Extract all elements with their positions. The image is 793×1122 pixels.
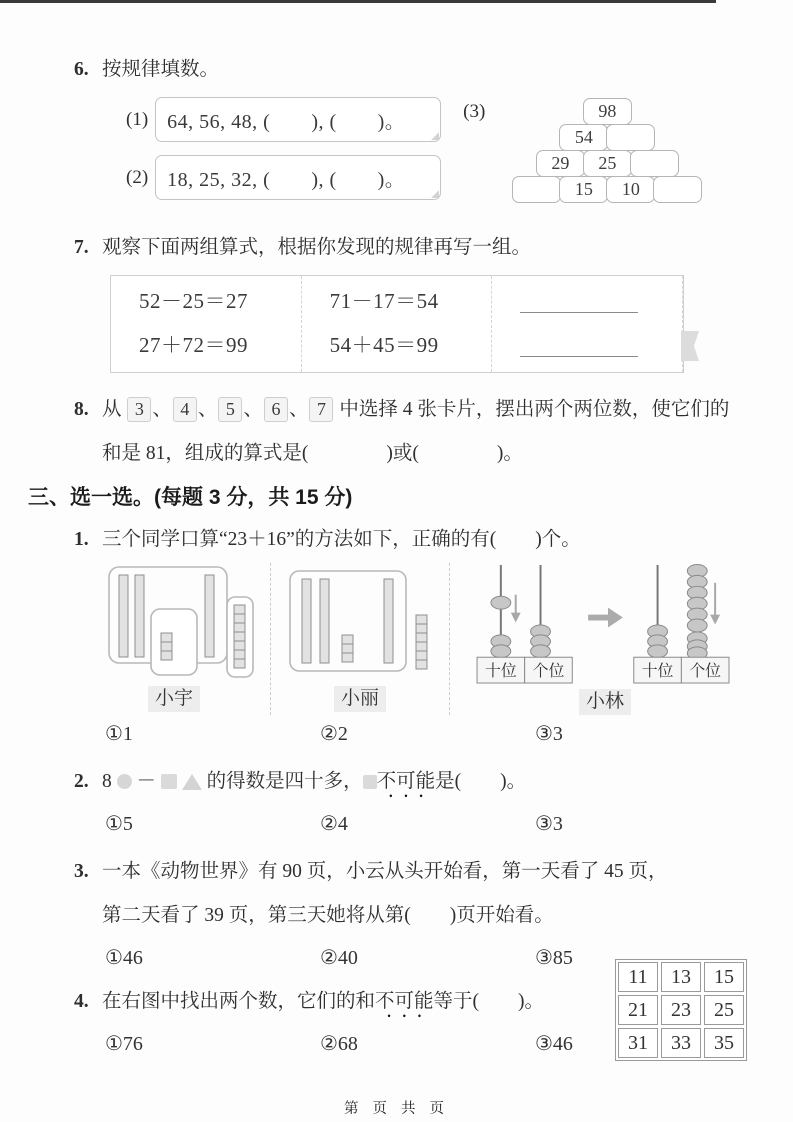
equation-column-answer xyxy=(492,276,683,372)
sequence-3-label: (3) xyxy=(463,101,486,122)
panel-xiaoli-label: 小丽 xyxy=(334,686,386,712)
panel-xiaoyu-label: 小宇 xyxy=(148,686,200,712)
pyramid-row xyxy=(513,150,701,177)
panel-xiaoyu xyxy=(78,563,271,715)
grid-cell: 33 xyxy=(661,1028,701,1058)
grid-cell: 35 xyxy=(704,1028,744,1058)
pyramid-cell[interactable]: 10 xyxy=(606,176,655,203)
card-separator: 、 xyxy=(152,399,172,420)
question-7 xyxy=(0,233,793,263)
question-8-prefix: 从 xyxy=(102,399,122,420)
equation: 27＋72＝99 xyxy=(139,333,248,357)
grid-cell: 11 xyxy=(618,962,658,992)
pyramid-cell[interactable]: 98 xyxy=(583,98,632,125)
sequence-2-text: 18, 25, 32, ( ), ( )。 xyxy=(167,169,406,191)
panel-xiaolin-label: 小林 xyxy=(579,689,631,715)
question-6-pyramid-part xyxy=(463,97,701,213)
question-4-tail: 等于( )。 xyxy=(433,991,545,1012)
sequence-1-answer-box[interactable] xyxy=(155,97,441,142)
question-2-options xyxy=(0,811,793,837)
option-2[interactable]: ②40 xyxy=(320,947,358,969)
square-icon xyxy=(161,774,177,789)
panel-xiaolin xyxy=(450,563,760,715)
question-2-tail: 是( )。 xyxy=(435,771,527,792)
question-6 xyxy=(0,55,793,85)
option-1[interactable]: ①46 xyxy=(105,947,143,969)
question-4-number: 4. xyxy=(74,991,89,1012)
page-top-rule xyxy=(0,0,716,3)
pyramid-cell[interactable]: 54 xyxy=(559,124,608,151)
page-footer: 第 页 共 页 xyxy=(343,1101,450,1117)
sequence-item-1 xyxy=(126,97,441,142)
answer-blank-line[interactable] xyxy=(520,288,638,313)
emphasis-dots: ••• xyxy=(387,1011,433,1021)
option-1[interactable]: ①5 xyxy=(105,813,133,835)
question-6-body xyxy=(0,97,793,213)
grid-cell: 21 xyxy=(618,995,658,1025)
ones-place-label: 个位 xyxy=(532,663,565,681)
grid-cell: 13 xyxy=(661,962,701,992)
sequence-1-label: (1) xyxy=(126,108,149,130)
question-2-digit: 8 xyxy=(102,771,112,792)
pyramid-row xyxy=(513,124,701,151)
sequence-1-text: 64, 56, 48, ( ), ( )。 xyxy=(167,111,406,133)
question-8-number: 8. xyxy=(74,399,89,420)
equation-column-2 xyxy=(302,276,493,372)
question-3-line1: 一本《动物世界》有 90 页，小云从头开始看，第一天看了 45 页， xyxy=(102,861,668,882)
card-separator: 、 xyxy=(243,399,263,420)
question-3-line2: 第二天看了 39 页，第三天她将从第( )页开始看。 xyxy=(102,905,554,926)
minus-sign: － xyxy=(136,771,157,792)
question-7-number: 7. xyxy=(74,237,89,258)
ribbon-icon xyxy=(681,331,699,361)
option-1[interactable]: ①1 xyxy=(105,723,133,745)
square-icon xyxy=(363,775,377,789)
abacus-illustration xyxy=(460,563,750,686)
emphasis-dots: ••• xyxy=(389,791,435,801)
pyramid-cell[interactable] xyxy=(512,176,561,203)
option-2[interactable]: ②2 xyxy=(320,723,348,745)
triangle-icon xyxy=(182,774,202,790)
sequence-2-answer-box[interactable] xyxy=(155,155,441,200)
circle-icon xyxy=(117,774,132,789)
answer-blank-line[interactable] xyxy=(520,332,638,357)
question-1 xyxy=(0,525,793,555)
pyramid-cell[interactable]: 25 xyxy=(583,150,632,177)
grid-cell: 15 xyxy=(704,962,744,992)
question-6-sequences xyxy=(126,97,441,213)
equation: 54＋45＝99 xyxy=(329,333,439,357)
method-panels xyxy=(78,563,793,715)
number-pyramid xyxy=(513,99,701,213)
question-6-number: 6. xyxy=(74,59,89,80)
corner-mark-icon xyxy=(431,190,439,198)
question-2-text: 的得数是四十多， xyxy=(206,771,363,792)
pyramid-cell[interactable] xyxy=(630,150,679,177)
arrow-right-icon xyxy=(588,608,623,628)
question-1-title: 三个同学口算“23＋16”的方法如下，正确的有( )个。 xyxy=(102,529,581,550)
number-grid xyxy=(615,959,747,1061)
option-3[interactable]: ③85 xyxy=(535,947,573,969)
pyramid-cell[interactable] xyxy=(653,176,702,203)
question-4-text: 在右图中找出两个数，它们的和 xyxy=(102,991,376,1012)
question-3 xyxy=(0,857,793,887)
ones-place-label: 个位 xyxy=(689,663,722,681)
number-card: 3 xyxy=(127,397,151,422)
panel-xiaoli xyxy=(271,563,450,715)
equation-column-1 xyxy=(111,276,302,372)
pyramid-cell[interactable] xyxy=(606,124,655,151)
corner-mark-icon xyxy=(431,132,439,140)
number-card: 6 xyxy=(264,397,288,422)
question-8 xyxy=(0,395,793,425)
grid-cell: 23 xyxy=(661,995,701,1025)
question-7-title: 观察下面两组算式，根据你发现的规律再写一组。 xyxy=(102,237,532,258)
question-8-text: 中选择 4 张卡片，摆出两个两位数，使它们的 xyxy=(339,399,730,420)
pyramid-row xyxy=(513,98,701,125)
option-3[interactable]: ③46 xyxy=(535,1033,573,1055)
option-3[interactable]: ③3 xyxy=(535,813,563,835)
question-8-line2: 和是 81，组成的算式是( )或( )。 xyxy=(102,443,523,464)
emphasized-word: 不可能 xyxy=(375,991,434,1012)
grid-cell: 25 xyxy=(704,995,744,1025)
question-6-title: 按规律填数。 xyxy=(102,59,220,80)
question-3-number: 3. xyxy=(74,861,89,882)
number-card: 5 xyxy=(218,397,242,422)
option-2[interactable]: ②4 xyxy=(320,813,348,835)
equations-box xyxy=(110,275,684,373)
base-ten-blocks-illustration xyxy=(87,563,262,683)
tens-place-label: 十位 xyxy=(484,663,517,681)
option-1[interactable]: ①76 xyxy=(105,1033,143,1055)
grid-cell: 31 xyxy=(618,1028,658,1058)
question-1-options xyxy=(0,721,793,747)
question-2 xyxy=(0,767,793,801)
section-3-title: 三、选一选。(每题 3 分，共 15 分) xyxy=(28,486,353,509)
sequence-item-2 xyxy=(126,155,441,200)
pyramid-row xyxy=(513,176,701,203)
option-2[interactable]: ②68 xyxy=(320,1033,358,1055)
emphasized-word: 不可能 xyxy=(376,771,436,792)
equation: 52－25＝27 xyxy=(139,289,248,313)
number-card: 4 xyxy=(173,397,197,422)
card-separator: 、 xyxy=(197,399,218,420)
equation: 71－17＝54 xyxy=(329,289,439,313)
emphasized-text xyxy=(375,987,434,1021)
pyramid-cell[interactable]: 29 xyxy=(536,150,585,177)
sequence-2-label: (2) xyxy=(126,166,149,188)
tens-place-label: 十位 xyxy=(641,663,674,681)
number-card: 7 xyxy=(309,397,333,422)
card-separator: 、 xyxy=(288,399,309,420)
base-ten-blocks-illustration xyxy=(280,563,440,683)
emphasized-text xyxy=(376,767,436,801)
option-3[interactable]: ③3 xyxy=(535,723,563,745)
question-2-number: 2. xyxy=(74,771,89,792)
pyramid-cell[interactable]: 15 xyxy=(559,176,608,203)
question-4-wrap xyxy=(0,966,793,1057)
question-1-number: 1. xyxy=(74,529,89,550)
